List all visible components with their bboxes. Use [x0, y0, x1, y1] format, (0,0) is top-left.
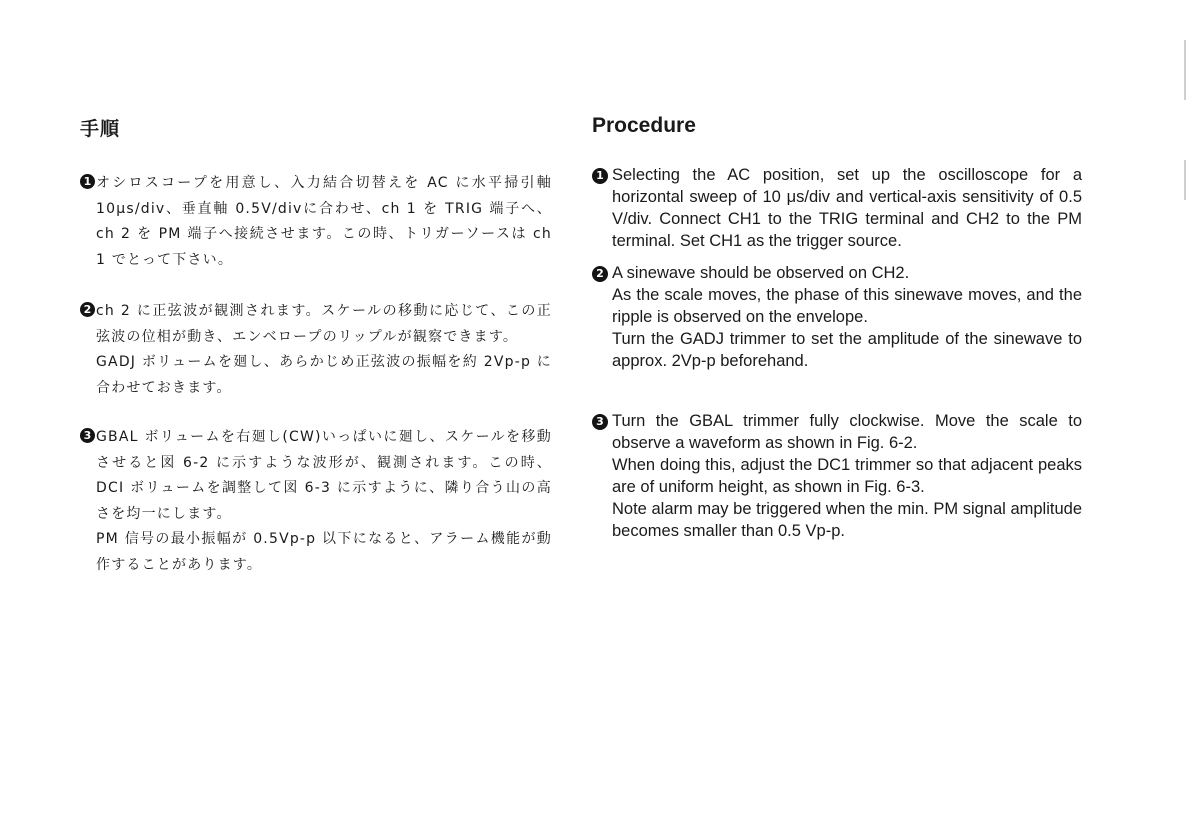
japanese-heading: 手順: [80, 118, 121, 140]
japanese-step-3: [80, 425, 552, 578]
step-number-badge: 1: [80, 174, 95, 189]
step-number-badge: 3: [80, 428, 95, 443]
english-step-3: [592, 410, 1082, 542]
step-text: A sinewave should be observed on CH2.: [612, 264, 910, 282]
step-text: ch 2 に正弦波が観測されます。スケールの移動に応じて、この正弦波の位相が動き、エンベロープのリップルが観察できます。: [96, 303, 552, 345]
step-text: Turn the GADJ trimmer to set the amplitude of the sinewave to approx. 2Vp-p beforehand.: [612, 330, 1082, 370]
japanese-step-2: [80, 299, 552, 401]
step-text: GBAL ボリュームを右廻し(CW)いっぱいに廻し、スケールを移動させると図 6-2 に示すような波形が、観測されます。この時、DCI ボリュームを調整して図 6-3 に示すように、隣り合う山の高さを均一にします。: [96, 429, 552, 522]
step-text: Note alarm may be triggered when the min. PM signal amplitude becomes smaller than 0.5 Vp-p.: [612, 500, 1082, 540]
step-number-badge: 2: [592, 266, 608, 282]
step-text: As the scale moves, the phase of this sinewave moves, and the ripple is observed on the envelope.: [612, 286, 1082, 326]
step-text: Turn the GBAL trimmer fully clockwise. Move the scale to observe a waveform as shown in Fig. 6-2.: [612, 412, 1082, 452]
english-step-2: [592, 262, 1082, 372]
step-number-badge: 3: [592, 414, 608, 430]
step-text: When doing this, adjust the DC1 trimmer so that adjacent peaks are of uniform height, as shown in Fig. 6-3.: [612, 456, 1082, 496]
step-text: GADJ ボリュームを廻し、あらかじめ正弦波の振幅を約 2Vp-p に合わせておきます。: [96, 354, 552, 396]
english-column: [592, 114, 1082, 542]
japanese-step-1: [80, 171, 552, 273]
english-step-1: [592, 164, 1082, 252]
scan-edge-mark: [1184, 40, 1186, 100]
step-text: オシロスコープを用意し、入力結合切替えを AC に水平掃引軸 10μs/div、垂直軸 0.5V/divに合わせ、ch 1 を TRIG 端子へ、ch 2 を PM 端子へ接続させます。この時、トリガーソースは ch 1 でとって下さい。: [96, 175, 552, 268]
step-text: PM 信号の最小振幅が 0.5Vp-p 以下になると、アラーム機能が動作することがあります。: [96, 531, 552, 573]
scan-edge-mark: [1184, 160, 1186, 200]
step-number-badge: 1: [592, 168, 608, 184]
step-number-badge: 2: [80, 302, 95, 317]
english-heading: Procedure: [592, 114, 696, 137]
japanese-column: [80, 114, 552, 578]
step-text: Selecting the AC position, set up the oscilloscope for a horizontal sweep of 10 μs/div and vertical-axis sensitivity of 0.5 V/div. Connect CH1 to the TRIG terminal and CH2 to the PM terminal. Set CH1 as the trigger source.: [612, 166, 1082, 250]
